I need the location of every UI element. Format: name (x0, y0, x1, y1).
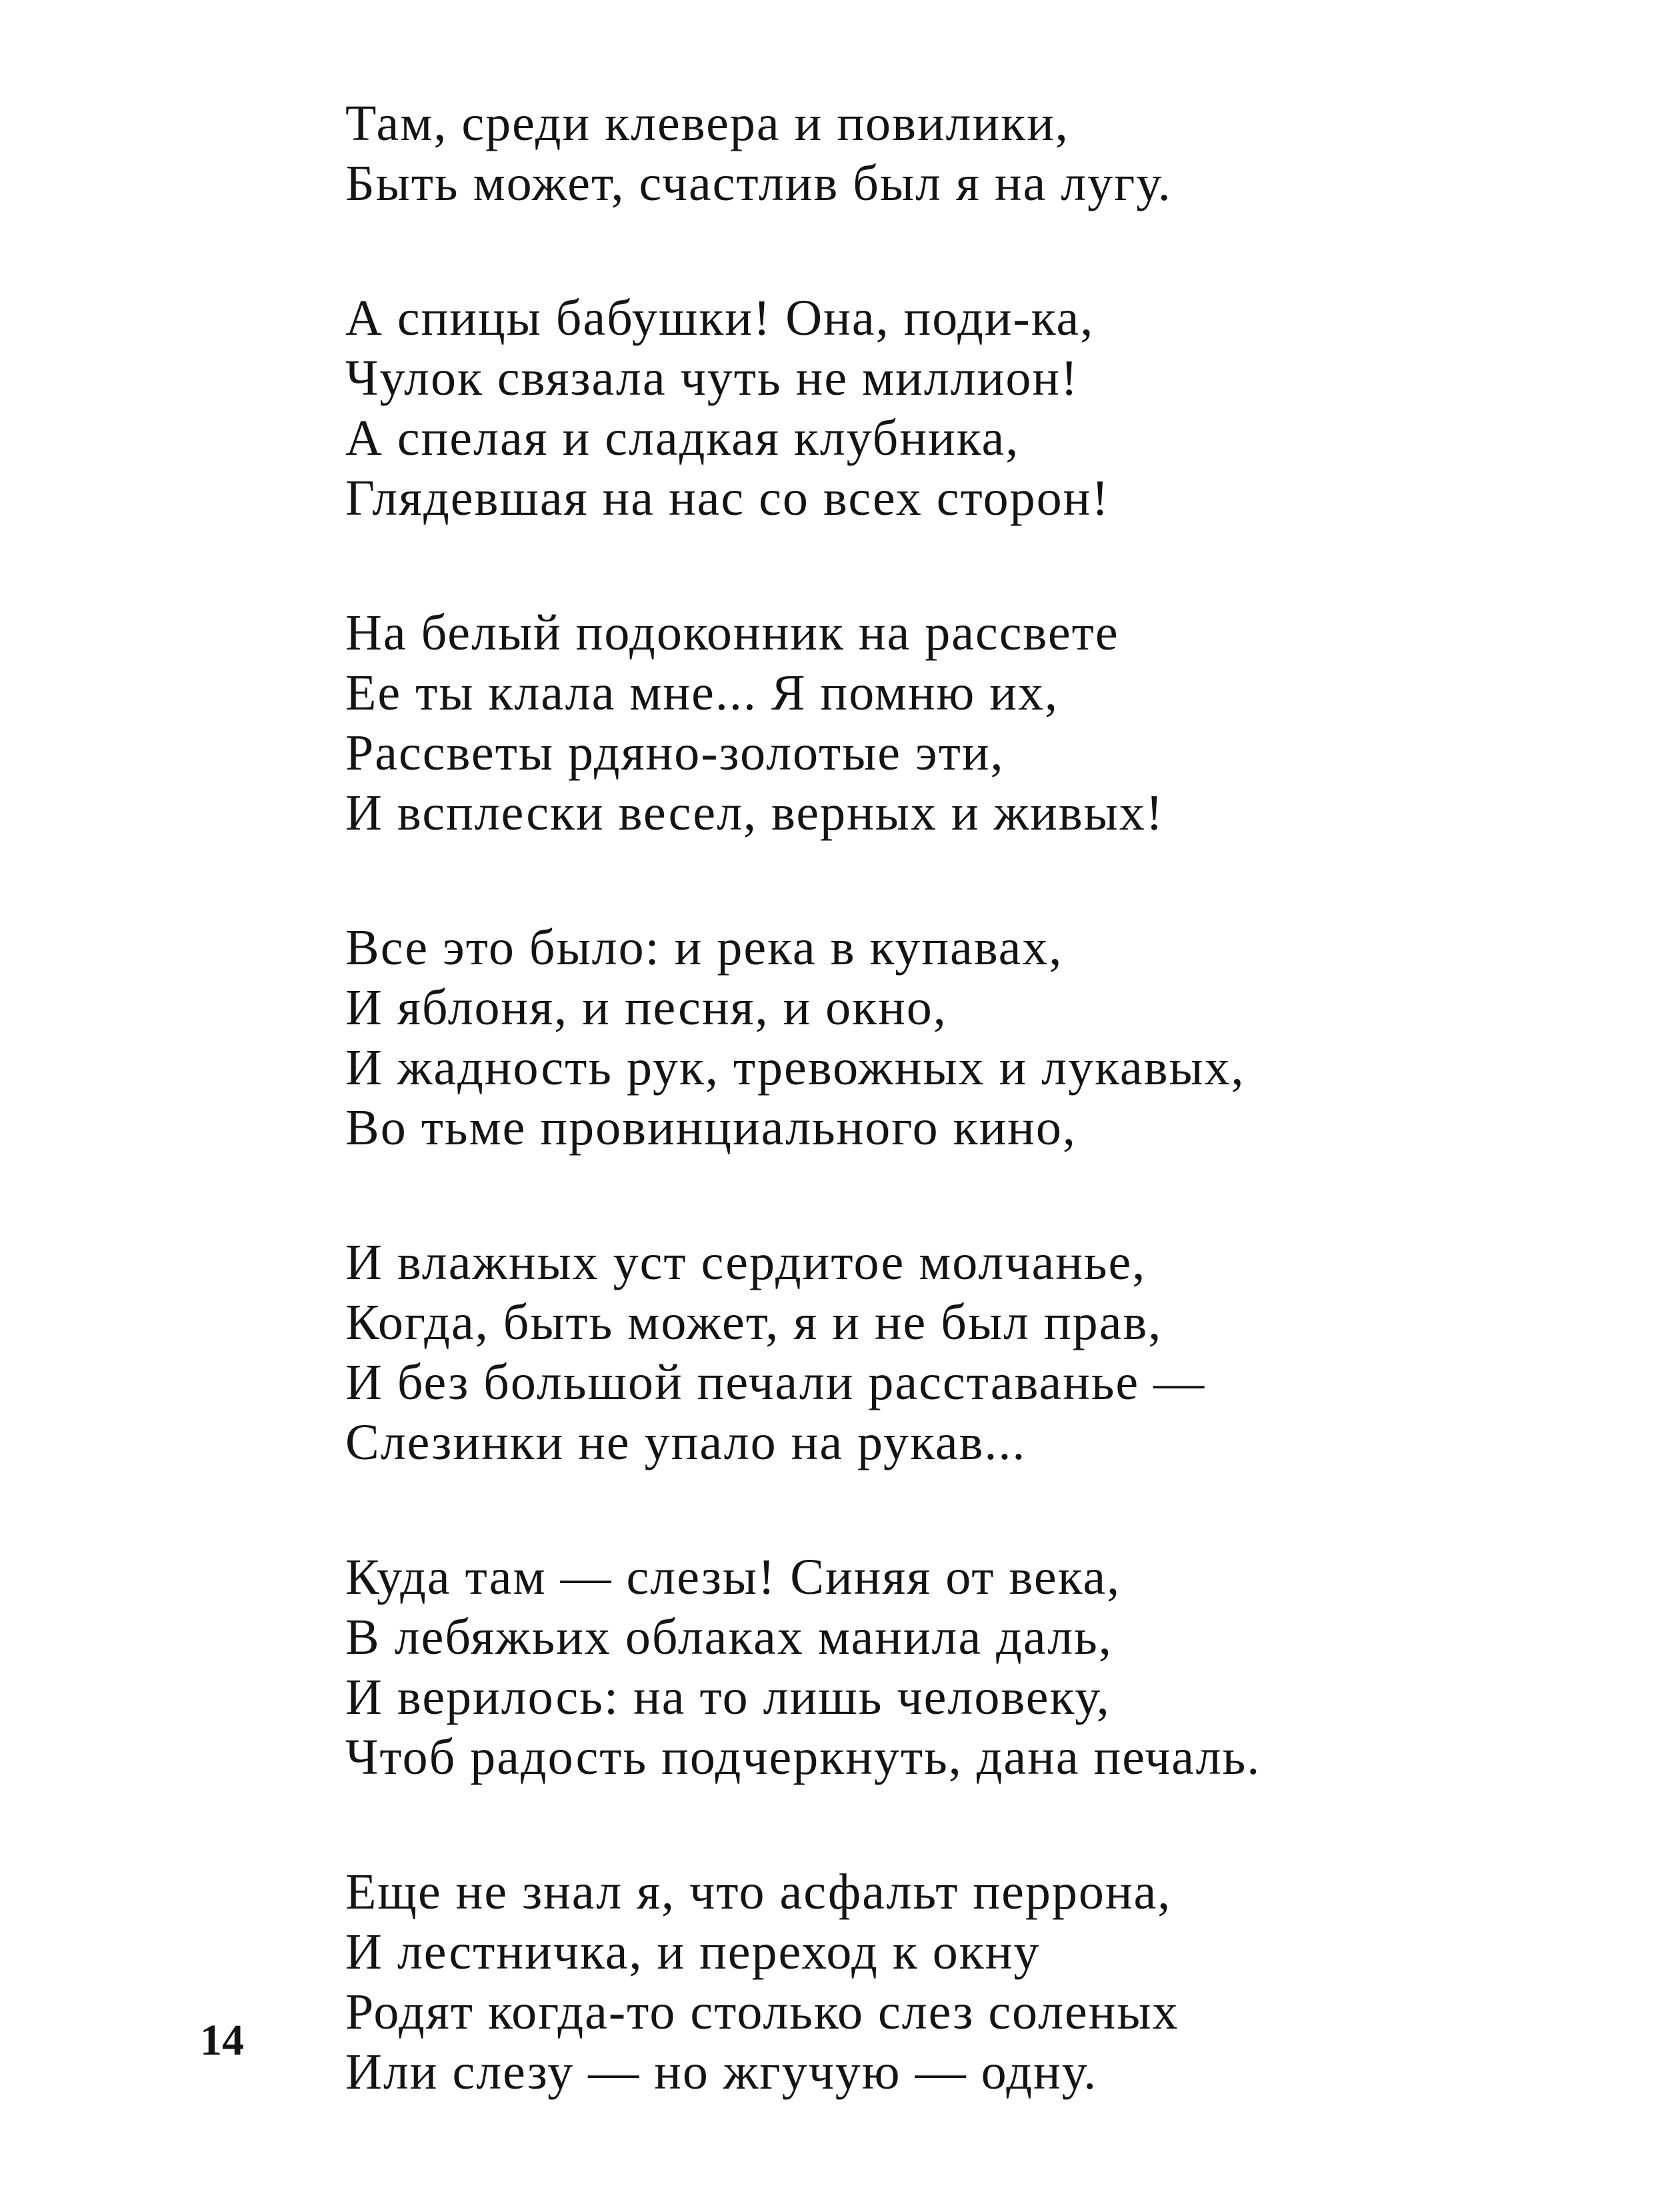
stanza-3 (345, 603, 1612, 843)
poem-line: И жадность рук, тревожных и лукавых, (345, 1040, 1245, 1096)
poem-line: Чтоб радость подчеркнуть, дана печаль. (345, 1729, 1261, 1785)
poem-line: Рассветы рдяно-золотые эти, (345, 725, 1005, 781)
poem-line: И всплески весел, верных и живых! (345, 785, 1165, 841)
poem-line: Глядевшая на нас со всех сторон! (345, 470, 1110, 526)
poem-line: На белый подоконник на рассвете (345, 605, 1119, 661)
poem-line: А спелая и сладкая клубника, (345, 410, 1020, 466)
poem-line: Чулок связала чуть не миллион! (345, 350, 1079, 406)
poem-line: Быть может, счастлив был я на лугу. (345, 155, 1172, 211)
poem-line: Слезинки не упало на рукав... (345, 1414, 1027, 1470)
stanza-7 (345, 1862, 1612, 2102)
page-number: 14 (200, 2016, 244, 2065)
poem-line: Когда, быть может, я и не был прав, (345, 1294, 1163, 1350)
poem-line: Ее ты клала мне... Я помню их, (345, 665, 1059, 721)
poem-line: В лебяжьих облаках манила даль, (345, 1609, 1113, 1665)
stanza-1 (345, 93, 1612, 213)
poem-line: Или слезу — но жгучую — одну. (345, 2044, 1098, 2100)
stanza-6 (345, 1547, 1612, 1787)
stanza-5 (345, 1232, 1612, 1472)
poem-line: Куда там — слезы! Синяя от века, (345, 1549, 1121, 1605)
poem-line: И лестничка, и переход к окну (345, 1924, 1041, 1980)
poem-line: Там, среди клевера и повилики, (345, 95, 1069, 151)
poem-line: И яблоня, и песня, и окно, (345, 980, 947, 1036)
poem-line: Еще не знал я, что асфальт перрона, (345, 1864, 1172, 1920)
poem (345, 93, 1612, 2177)
poem-line: И верилось: на то лишь человеку, (345, 1669, 1111, 1725)
poem-line: Все это было: и река в купавах, (345, 920, 1063, 976)
poem-line: Родят когда-то столько слез соленых (345, 1984, 1179, 2040)
poem-line: И влажных уст сердитое молчанье, (345, 1234, 1147, 1290)
stanza-4 (345, 918, 1612, 1158)
poem-line: А спицы бабушки! Она, поди-ка, (345, 290, 1095, 346)
stanza-2 (345, 288, 1612, 528)
poem-line: И без большой печали расставанье — (345, 1354, 1206, 1410)
poem-line: Во тьме провинциального кино, (345, 1100, 1077, 1156)
